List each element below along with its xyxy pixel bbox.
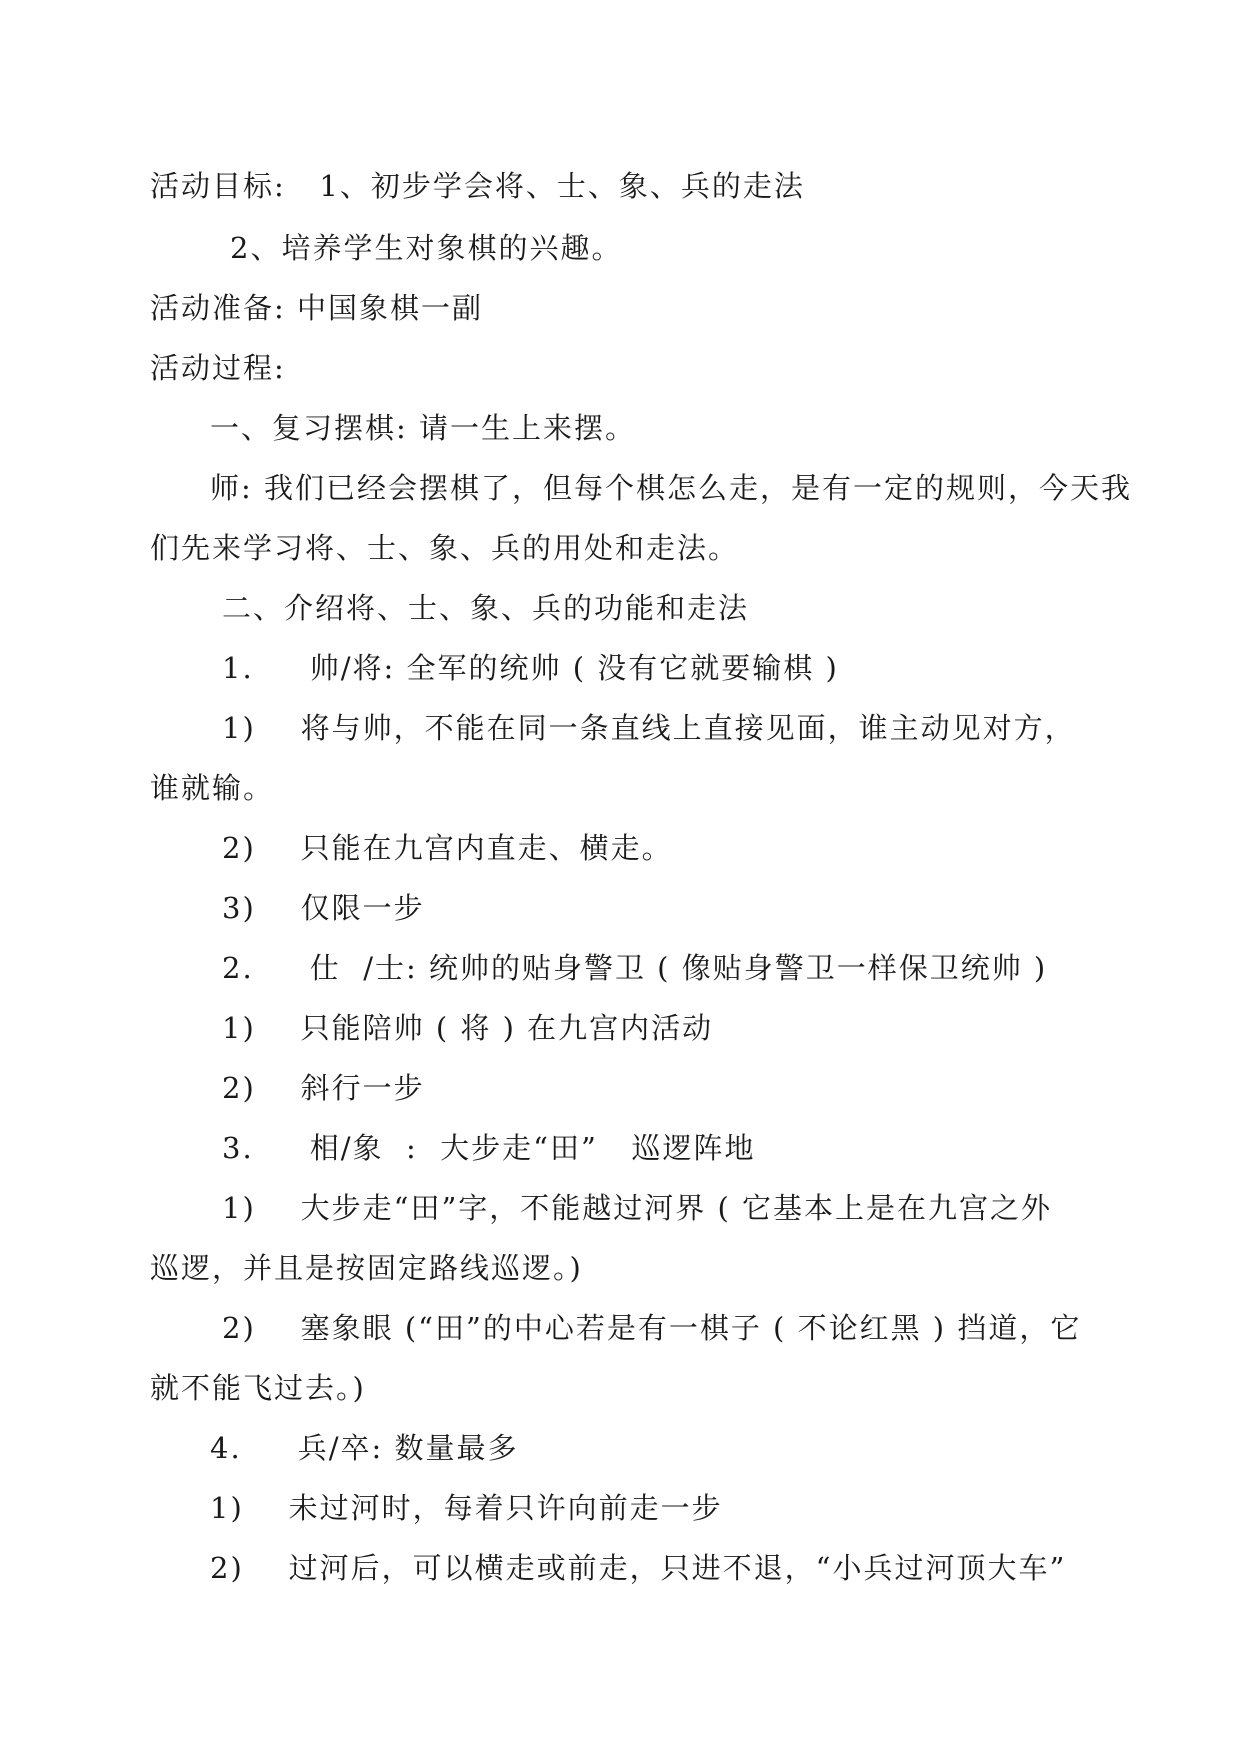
text-line-section-1-item-1-cont: 谁就输。 [150, 771, 275, 805]
text-line-section-2-item-1: 1) 只能陪帅 ( 将 ) 在九宫内活动 [222, 1011, 714, 1045]
text-line-teacher-cont: 们先来学习将、士、象、兵的用处和走法。 [150, 531, 740, 565]
text-line-section-3-item-1: 1) 大步走“田”字，不能越过河界 ( 它基本上是在九宫之外 [222, 1191, 1053, 1225]
text-line-section-1: 1. 帅/将: 全军的统帅 ( 没有它就要输棋 ) [222, 651, 839, 685]
text-line-preparation: 活动准备: 中国象棋一副 [150, 291, 483, 325]
text-line-section-3: 3. 相/象 : 大步走“田” 巡逻阵地 [222, 1131, 756, 1165]
text-line-section-1-item-2: 2) 只能在九宫内直走、横走。 [222, 831, 673, 865]
text-line-section-2: 2. 仕 /士: 统帅的贴身警卫 ( 像贴身警卫一样保卫统帅 ) [222, 951, 1048, 985]
text-line-section-4: 4. 兵/卒: 数量最多 [210, 1431, 519, 1465]
text-line-review: 一、复习摆棋: 请一生上来摆。 [210, 411, 636, 445]
text-line-section-1-item-1: 1) 将与帅，不能在同一条直线上直接见面，谁主动见对方， [222, 711, 1076, 745]
text-line-process-heading: 活动过程: [150, 351, 286, 385]
text-line-goal-1: 活动目标: 1、初步学会将、士、象、兵的走法 [150, 169, 805, 203]
text-line-teacher: 师: 我们已经会摆棋了，但每个棋怎么走，是有一定的规则，今天我 [210, 471, 1132, 505]
text-line-section-2-item-2: 2) 斜行一步 [222, 1071, 425, 1105]
text-line-intro-heading: 二、介绍将、士、象、兵的功能和走法 [222, 591, 750, 625]
text-line-section-1-item-3: 3) 仅限一步 [222, 891, 425, 925]
text-line-section-4-item-2: 2) 过河后，可以横走或前走，只进不退，“小兵过河顶大车” [210, 1551, 1067, 1585]
text-line-goal-2: 2、培养学生对象棋的兴趣。 [230, 231, 623, 265]
text-line-section-3-item-2: 2) 塞象眼 (“田”的中心若是有一棋子 ( 不论红黑 ) 挡道，它 [222, 1311, 1082, 1345]
text-line-section-4-item-1: 1) 未过河时，每着只许向前走一步 [210, 1491, 723, 1525]
text-line-section-3-item-2-cont: 就不能飞过去。) [150, 1371, 366, 1405]
text-line-section-3-item-1-cont: 巡逻，并且是按固定路线巡逻。) [150, 1251, 583, 1285]
